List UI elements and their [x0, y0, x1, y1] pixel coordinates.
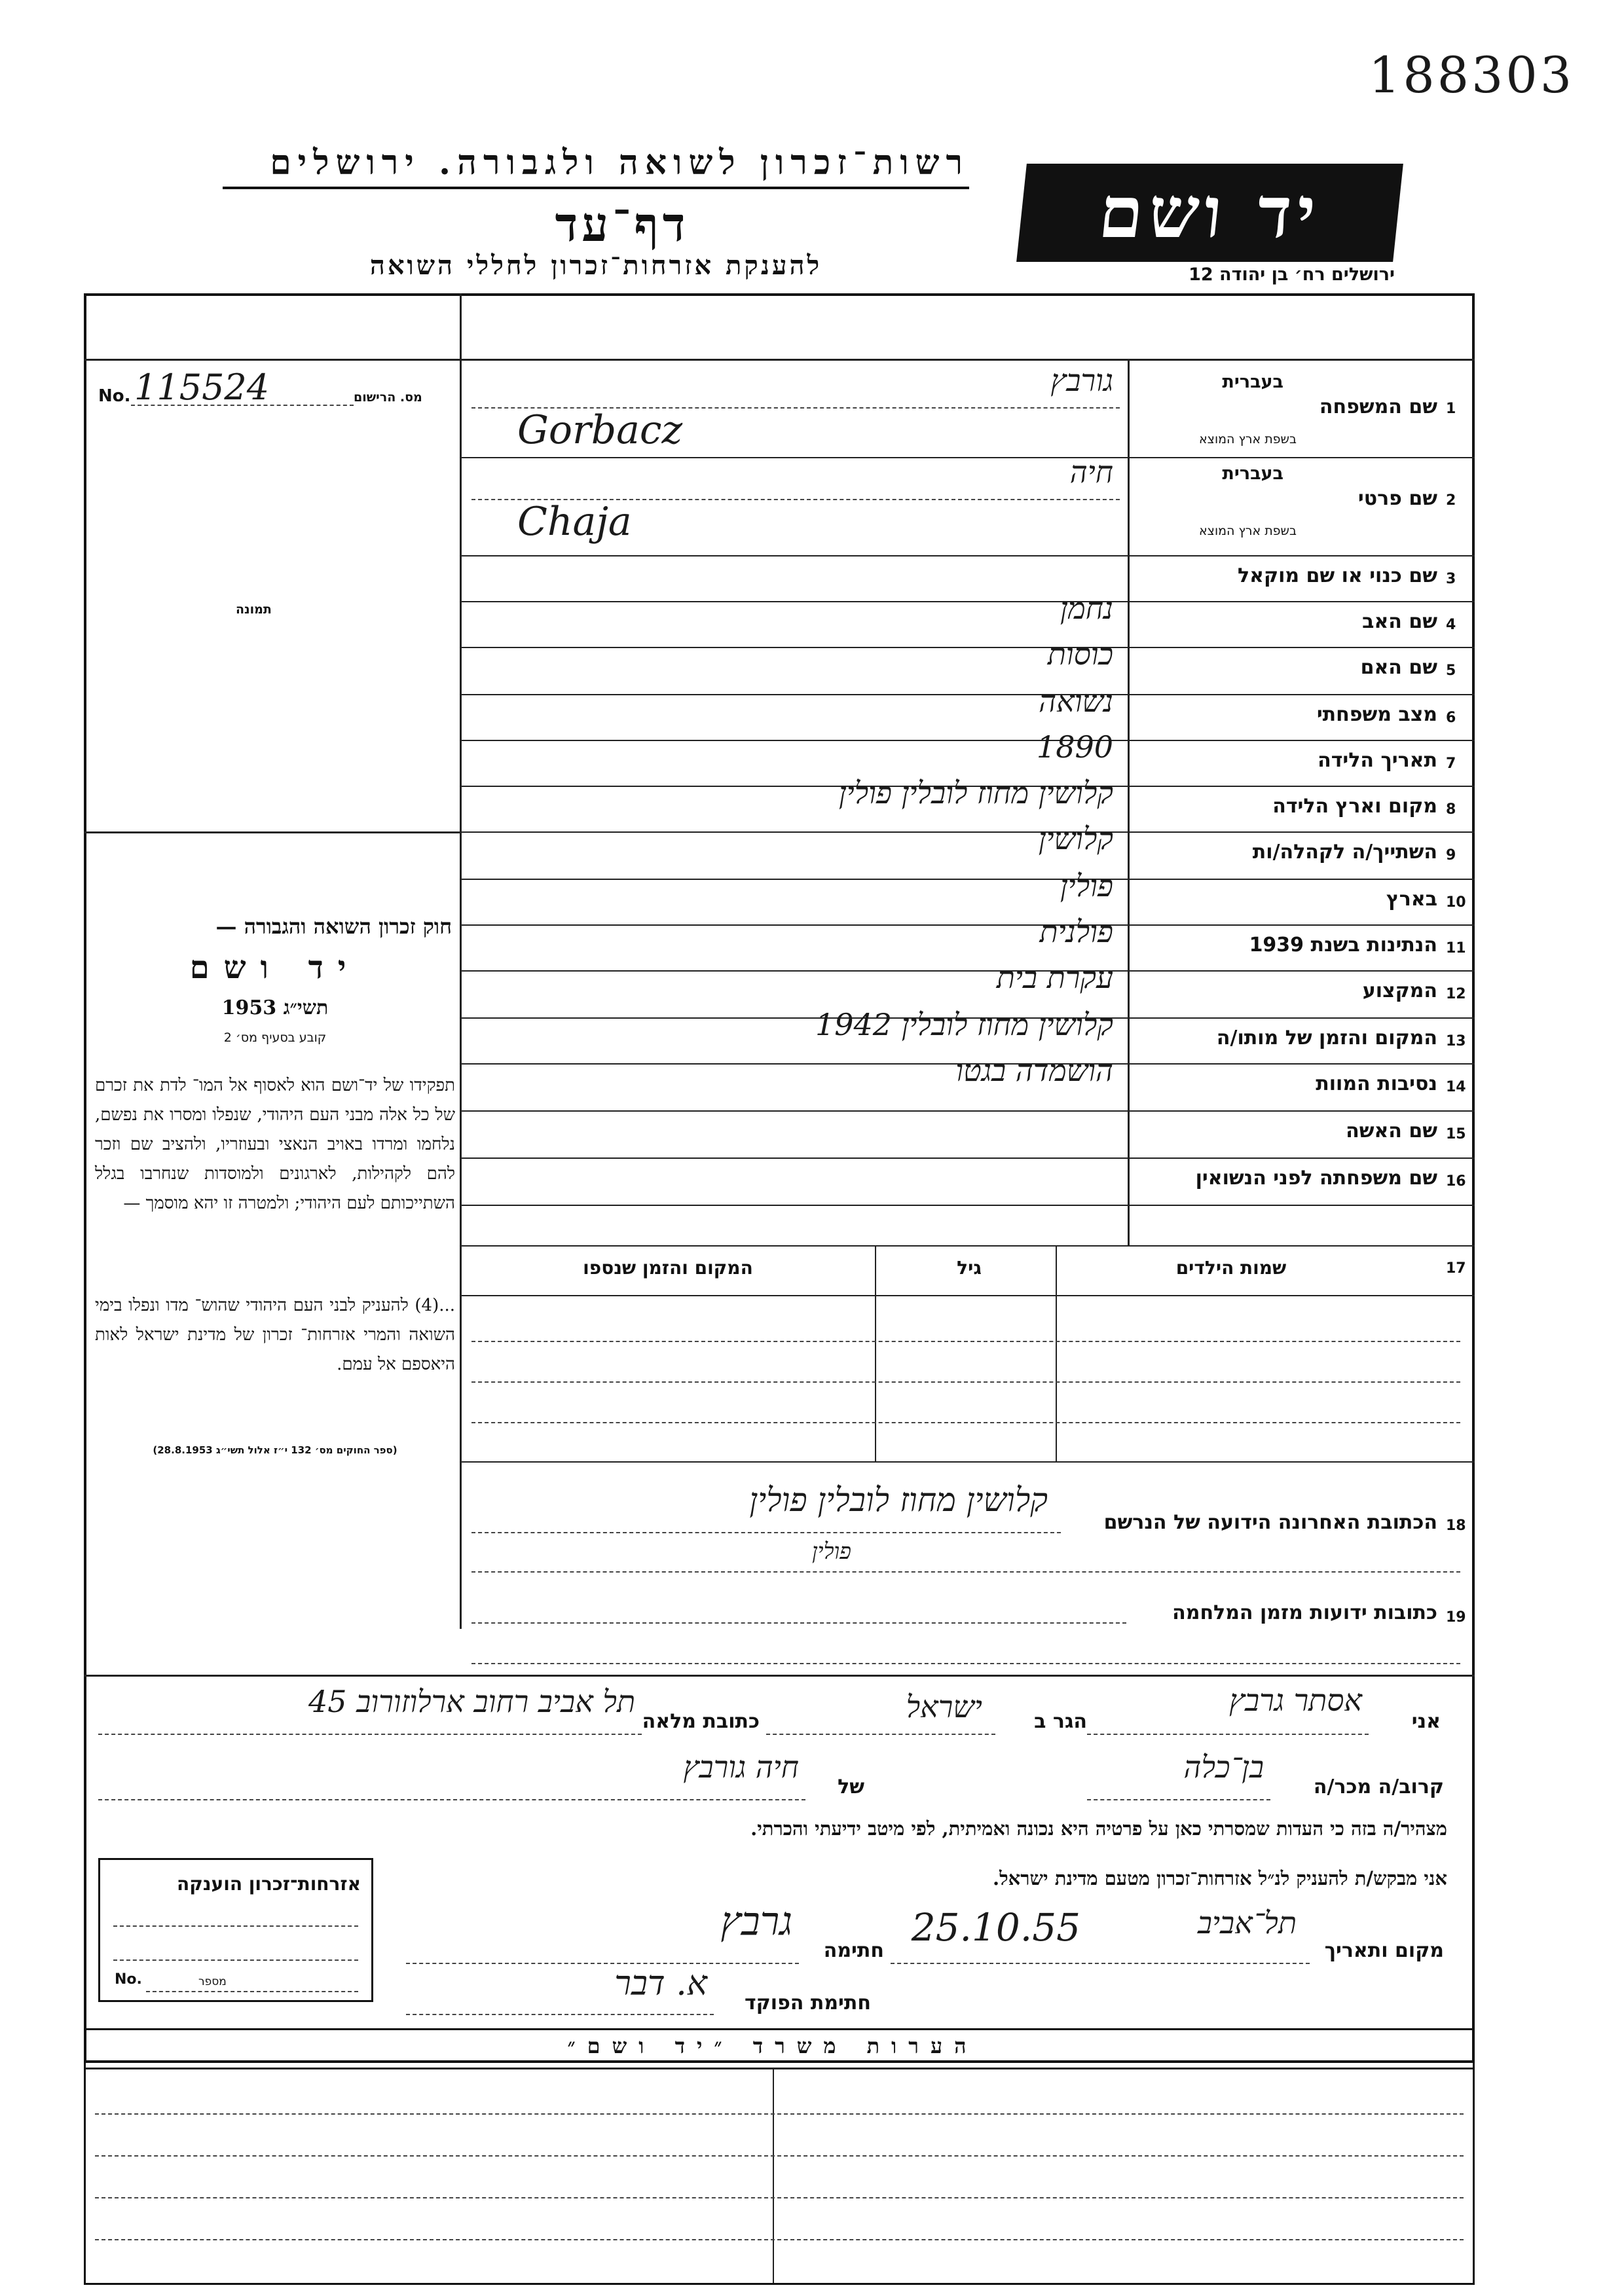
decl-hagar-label: הגר ב	[1034, 1710, 1087, 1733]
row-value-latin: Chaja	[517, 499, 632, 545]
row-separator	[460, 1157, 1475, 1159]
form-title: דף־עד	[555, 196, 690, 252]
decl-address-line	[98, 1734, 642, 1735]
citizenship-box-mispar: מספר	[198, 1975, 227, 1988]
decl-date: 25.10.55	[911, 1905, 1080, 1950]
row-value: נחמן	[1060, 591, 1113, 626]
row-number: 7	[1446, 756, 1456, 772]
row-sub-hebrew: בעברית	[1222, 372, 1283, 392]
row-label: בארץ	[1386, 888, 1437, 911]
decl-place-line	[891, 1963, 1310, 1964]
law-clause: קובע בסעיף מס׳ 2	[223, 1030, 327, 1045]
citizenship-box-line-2	[113, 1959, 358, 1961]
row-label: הנתינות בשנת 1939	[1249, 934, 1437, 957]
decl-city-line	[766, 1734, 995, 1735]
registration-he-label: מס. הרישום	[354, 390, 422, 405]
row-separator	[460, 555, 1475, 556]
decl-of-label: של	[838, 1776, 864, 1798]
decl-place: תל־אביב	[1197, 1905, 1297, 1941]
row-number: 9	[1446, 847, 1456, 864]
row-value-latin: Gorbacz	[517, 407, 683, 453]
top-strip-divider	[460, 293, 462, 359]
decl-of-line	[98, 1799, 805, 1800]
header-address: ירושלים רח׳ בן יהודה 12	[1189, 264, 1395, 285]
row-mid-line	[471, 407, 1120, 409]
row-sub-origin: בשפת ארץ המוצא	[1198, 524, 1297, 538]
photo-bottom-line	[84, 831, 461, 833]
registration-line	[131, 405, 354, 406]
decl-addr-label: כתובת מלאה	[642, 1710, 760, 1733]
decl-relation-line	[1087, 1799, 1270, 1800]
notes-frame	[84, 2028, 1475, 2285]
row-label: המקצוע	[1362, 979, 1437, 1002]
row-label: נסיבות המוות	[1316, 1072, 1437, 1095]
law-paragraph-2: ...(4) להעניק לבני העם היהודי שהוש־ מדו ונפלו בימי השואה והמרי אזרחות־ זכרון של מדינת ישראל לאות היאספם אל עמם.	[95, 1296, 455, 1374]
decl-ani-label: אני	[1411, 1710, 1441, 1733]
row-19-line	[471, 1622, 1126, 1624]
decl-name-line	[1087, 1734, 1369, 1735]
children-col-place: המקום והזמן שנספו	[583, 1257, 753, 1279]
row-number: 11	[1446, 940, 1466, 957]
decl-official-label: חתימת הפוקד	[745, 1992, 871, 2014]
divider-right	[1128, 359, 1130, 1247]
children-col-div-1	[875, 1245, 876, 1461]
row-separator	[460, 1205, 1475, 1206]
citizenship-box-line-1	[113, 1925, 358, 1927]
children-bottom-line	[460, 1461, 1475, 1463]
decl-of-name: חיה גורבץ	[683, 1749, 799, 1785]
law-paragraph-1: תפקידו של יד־ושם הוא לאסוף אל המו־ לדת את זכרם של כל אלה מבני העם היהודי, שנפלו ומסרו את נפשם, נלחמו ומרדו באויב הנאצי ובעוזריו, ולהציב שם וזכר להם לקהילות, לארגונים ולמוסדות שנחרבו בגלל השתייכותם לעם היהודי; ולמטרה זו יהא מוסמך —	[95, 1076, 455, 1213]
children-col-names: שמות הילדים	[1175, 1257, 1287, 1279]
row-value: פולין	[1060, 868, 1113, 903]
row-number: 10	[1446, 894, 1466, 911]
law-year: תשי״ג 1953	[221, 996, 329, 1019]
row-number: 14	[1446, 1079, 1466, 1095]
row-number: 8	[1446, 801, 1456, 818]
logo-text: יד ושם	[1095, 172, 1325, 254]
row-number: 5	[1446, 663, 1456, 679]
row-19-number: 19	[1446, 1609, 1466, 1626]
children-col-age: גיל	[957, 1257, 982, 1279]
photo-label: תמונה	[236, 602, 272, 617]
row-number: 13	[1446, 1033, 1466, 1049]
row-18-number: 18	[1446, 1518, 1466, 1534]
row-label: המקום והזמן של מותו/ה	[1216, 1027, 1437, 1049]
row-label: שם המשפחה	[1319, 395, 1437, 418]
org-name: רשות־זכרון לשואה ולגבורה. ירושלים	[223, 143, 969, 189]
decl-request: אני מבקש/ת להעניק לנ״ל אזרחות־זכרון מטעם מדינת ישראל.	[993, 1867, 1447, 1889]
row-label: מצב משפחתי	[1316, 703, 1437, 726]
row-number: 4	[1446, 617, 1456, 633]
row-18-label: הכתובת האחרונה הידועה של הנרשם	[1103, 1511, 1437, 1534]
row-number: 15	[1446, 1126, 1466, 1142]
row-value: קלושין מחוז לובלין 1942	[815, 1007, 1113, 1042]
row-label: שם האשה	[1346, 1120, 1437, 1142]
row-17-number: 17	[1446, 1260, 1466, 1277]
row-18-value: קלושין מחוז לובלין פולין	[749, 1481, 1048, 1519]
row-label: שם האם	[1360, 656, 1437, 679]
archive-number: 188303	[1369, 46, 1575, 104]
decl-official-sig: א. דבר	[614, 1964, 707, 2003]
children-row-1	[471, 1341, 1460, 1342]
row-value: 1890	[1036, 729, 1113, 765]
decl-official-line	[406, 2014, 714, 2015]
row-value: כוסות	[1047, 636, 1113, 672]
row-label: שם האב	[1362, 610, 1437, 633]
children-row-2	[471, 1381, 1460, 1383]
row-18-line	[471, 1532, 1061, 1533]
row-value: הושמדה בגטו	[955, 1053, 1113, 1088]
citizenship-box-title: אזרחות־זכרון הוענקה	[177, 1873, 361, 1895]
decl-sig-label: חתימה	[823, 1939, 884, 1962]
row-sub-hebrew: בעברית	[1222, 464, 1283, 484]
row-19-line-2	[471, 1663, 1460, 1664]
row-number: 3	[1446, 571, 1456, 587]
law-name: יד ושם	[189, 949, 361, 986]
decl-relative-label: קרוב/ה מכר/ה	[1313, 1776, 1444, 1798]
row-18-line-2	[471, 1571, 1460, 1573]
row-sub-origin: בשפת ארץ המוצא	[1198, 432, 1297, 446]
citizenship-box	[98, 1858, 373, 2002]
law-citation: (ספר החוקים מס׳ 132 י״ז אלול תשי״ג 28.8.1953)	[153, 1444, 397, 1456]
row-label: השתייך/ה לקהלה/ות	[1252, 841, 1437, 864]
yad-vashem-logo	[1016, 164, 1403, 262]
row-label: מקום וארץ הלידה	[1272, 795, 1437, 818]
row-number: 12	[1446, 986, 1466, 1002]
top-strip-line	[84, 359, 1475, 361]
decl-address: תל אביב רחוב ארלוזורוב 45	[308, 1684, 635, 1719]
registration-no-label: No.	[98, 386, 131, 406]
row-value-hebrew: חיה	[1069, 454, 1113, 490]
row-mid-line	[471, 499, 1120, 500]
office-notes-title: הערות משרד ״יד ושם״	[567, 2033, 978, 2058]
children-row-3	[471, 1422, 1460, 1423]
row-value: נשואה	[1039, 683, 1113, 719]
decl-name: אסתר גרבץ	[1229, 1683, 1362, 1718]
row-value: עקרת בית	[996, 960, 1113, 995]
declaration-top-line	[84, 1675, 1475, 1677]
row-number: 2	[1446, 492, 1456, 509]
citizenship-box-no: No.	[115, 1971, 142, 1988]
decl-place-label: מקום ותאריך	[1324, 1939, 1444, 1962]
row-number: 16	[1446, 1173, 1466, 1190]
row-value-hebrew: גורבץ	[1050, 363, 1113, 398]
row-number: 6	[1446, 710, 1456, 726]
row-label: שם פרטי	[1357, 487, 1437, 510]
row-label: שם כנוי או שם מוקאל	[1238, 564, 1437, 587]
decl-signature: גרבץ	[720, 1899, 792, 1944]
row-label: שם משפחתה לפני הנשואין	[1195, 1167, 1437, 1190]
law-heading: חוק זכרון השואה והגבורה —	[215, 914, 452, 939]
row-separator	[460, 1110, 1475, 1112]
row-label: תאריך הלידה	[1318, 749, 1437, 772]
children-col-div-2	[1056, 1245, 1057, 1461]
row-19-label: כתובות ידועות מזמן המלחמה	[1172, 1601, 1437, 1624]
row-number: 1	[1446, 401, 1456, 417]
row-value: קלושין	[1038, 821, 1113, 856]
children-header-line	[460, 1295, 1475, 1296]
divider-left	[460, 293, 462, 1629]
children-top-line	[460, 1245, 1475, 1247]
decl-city: ישראל	[906, 1689, 982, 1724]
citizenship-box-line-3	[146, 1991, 358, 1992]
decl-statement: מצהיר/ה בזה כי העדות שמסרתי כאן על פרטיה היא נכונה ואמיתית, לפי מיטב ידיעתי והכרתי.	[750, 1817, 1447, 1840]
registration-number: 115524	[134, 367, 270, 408]
decl-relation: בן־כלה	[1183, 1749, 1264, 1785]
row-18-value-2: פולין	[812, 1539, 851, 1565]
form-subtitle: להענקת אזרחות־זכרון לחללי השואה	[369, 250, 822, 281]
row-value: פולנית	[1039, 914, 1113, 949]
row-value: קלושין מחוז לובלין פולין	[838, 775, 1113, 811]
